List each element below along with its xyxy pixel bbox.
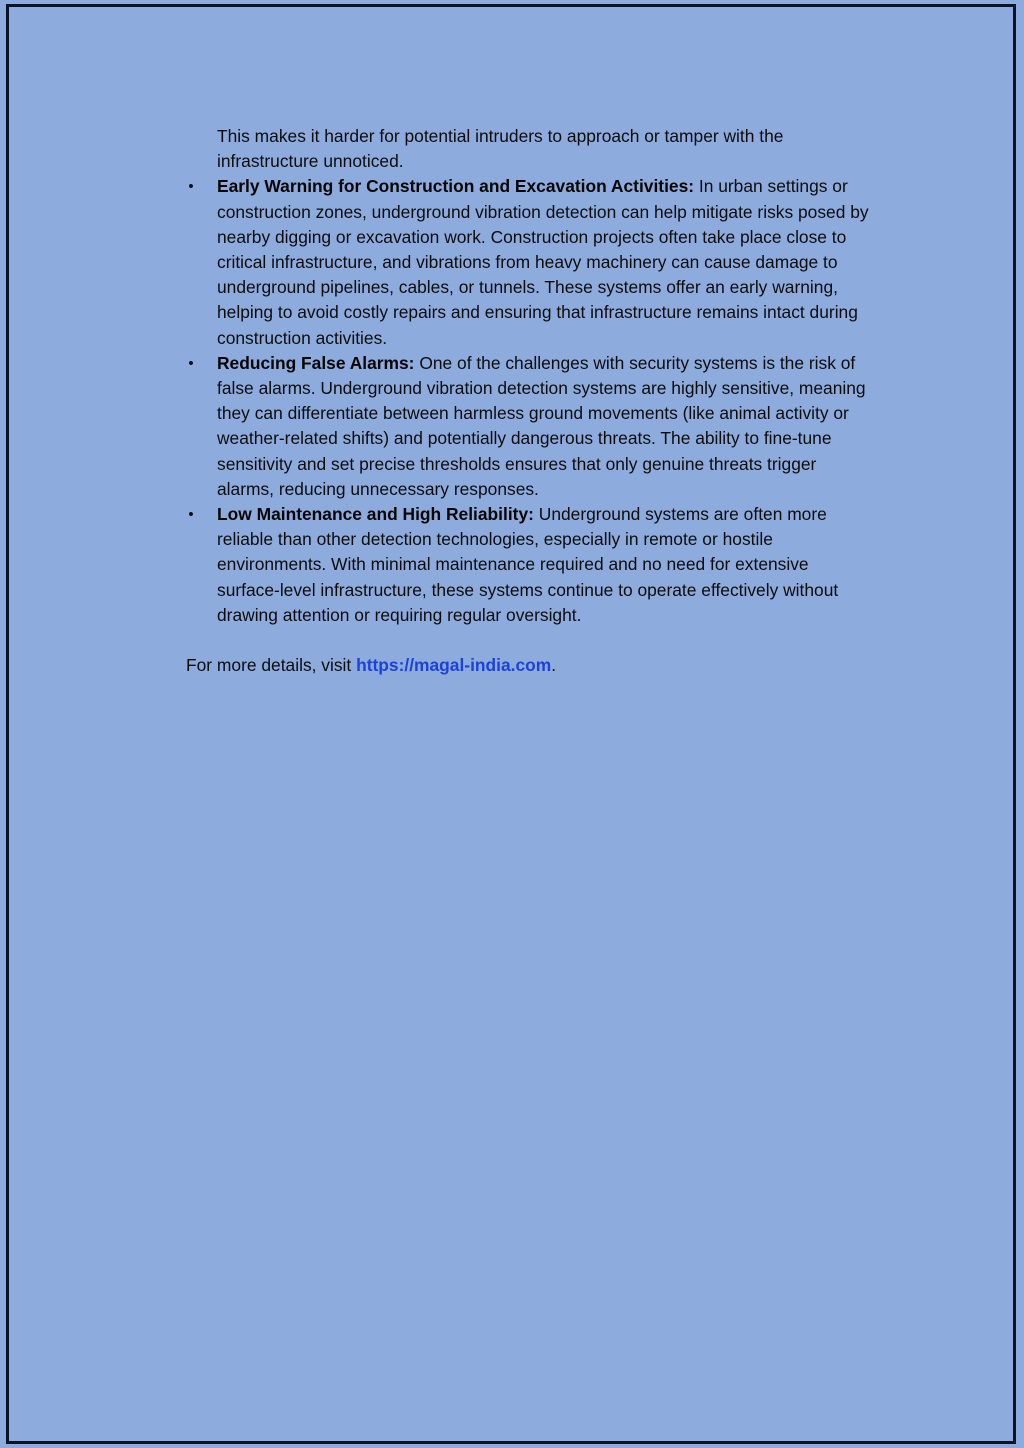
list-item-text: In urban settings or construction zones, underground vibration detection can help mitigate risks posed by nearby digging or excavation work. Construction projects often take place close to critical infrastructure, and vibrations from heavy machinery can cause damage to underground pipelines, cables, or tunnels. These systems offer an early warning, helping to avoid costly repairs and ensuring that infrastructure remains intact during construction activities. [217,176,869,348]
list-item-heading: Reducing False Alarms: [217,352,415,373]
list-item-heading: Early Warning for Construction and Excavation Activities: [217,176,695,197]
list-item [186,351,876,502]
closing-period: . [551,655,557,676]
benefits-list [186,174,876,628]
list-item [186,502,876,628]
website-link[interactable]: https://magal-india.com [356,655,552,676]
document-body [186,124,876,678]
list-item-text: One of the challenges with security systems is the risk of false alarms. Underground vibration detection systems are highly sensitive, meaning they can differentiate between harmless ground movements (like animal activity or weather-related shifts) and potentially dangerous threats. The ability to fine-tune sensitivity and set precise thresholds ensures that only genuine threats trigger alarms, reducing unnecessary responses. [217,352,866,499]
bullet-icon: • [188,506,194,524]
list-item-heading: Low Maintenance and High Reliability: [217,504,534,525]
bullet-icon: • [188,354,194,372]
bullet-icon: • [188,178,194,196]
list-item-text: Underground systems are often more reliable than other detection technologies, especially in remote or hostile environments. With minimal maintenance required and no need for extensive surface-level infrastructure, these systems continue to operate effectively without drawing attention or requiring regular oversight. [217,504,839,625]
continuation-paragraph: This makes it harder for potential intruders to approach or tamper with the infrastructure unnoticed. [217,126,784,172]
list-item [186,174,876,350]
closing-text: For more details, visit [186,655,357,676]
closing-paragraph [186,653,876,678]
